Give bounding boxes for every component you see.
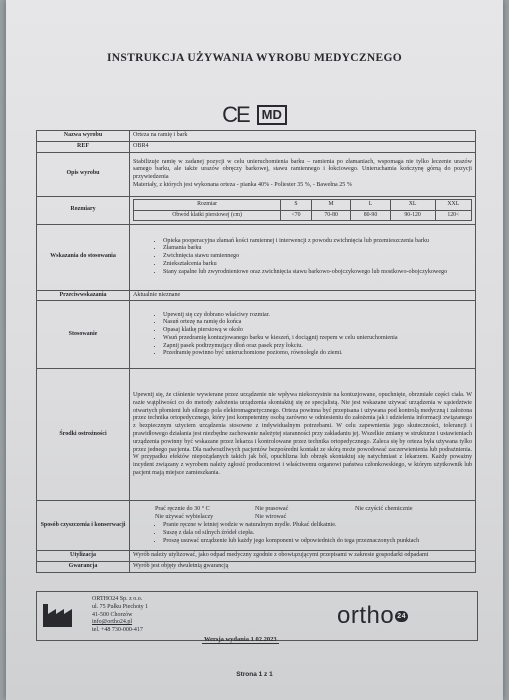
- precautions-label: Środki ostrożności: [37, 369, 130, 501]
- product-info-table: [36, 130, 476, 573]
- cleaning-grid-cell: Nie prasować: [255, 506, 289, 513]
- md-mark: MD: [257, 105, 287, 125]
- disposal-value: Wyrób należy utylizować, jako odpad medyczny zgodnie z obowiązującymi przepisami w zakresie gospodarki odpadami: [130, 551, 476, 562]
- contraindications-label: Przeciwwskazania: [37, 290, 130, 301]
- contraindications-value: Aktualnie nieznane: [130, 290, 476, 301]
- version-label: Wersja wydania 1 02.2023: [204, 636, 277, 643]
- size-value-cell: 90-120: [390, 210, 435, 220]
- row-contraindications: [37, 290, 476, 301]
- document-title: INSTRUKCJA UŻYWANIA WYROBU MEDYCZNEGO: [107, 52, 402, 64]
- list-item: • Proszę usuwać urządzenie lub każdy jego komponent w odpowiednich do tega przeznaczonych punktach: [163, 538, 472, 546]
- size-row-label: Obwód klatki piersiowej (cm): [134, 210, 281, 220]
- logo-badge: 24: [397, 612, 406, 620]
- materials-text: Materiały, z których jest wykonana orteza - pianka 40% - Poliester 35 %, - Bawełna 25 %: [133, 181, 352, 188]
- cleaning-grid-cell: [355, 514, 472, 522]
- list-item: • Nasuń ortezę na ramię do końca: [163, 319, 472, 327]
- row-precautions: [37, 369, 476, 501]
- list-item: • Stany zapalne lub zwyrodnieniowe oraz zwichnięcia stawu barkowo-obojczykowego lub mostkowo-obojczykowego: [163, 269, 472, 277]
- size-values-row: [134, 210, 472, 220]
- list-item: • Zwichnięcia stawu ramiennego: [163, 253, 472, 261]
- cleaning-grid-cell: Nie czyścić chemicznie: [355, 506, 413, 513]
- manufacturer-phone: tel. +48 730-000-417: [92, 627, 143, 634]
- page-number: Strona 1 z 1: [236, 671, 273, 678]
- certification-marks: [6, 104, 503, 126]
- row-sizes: [37, 196, 476, 224]
- list-item: • Suszę z dala od silnych źródeł ciepła.: [163, 530, 472, 538]
- manufacturer-email[interactable]: info@ortho24.pl: [92, 619, 133, 626]
- row-warranty: [37, 562, 476, 573]
- size-header-cell: Rozmiar: [134, 200, 281, 210]
- disposal-label: Utylizacja: [37, 551, 130, 562]
- ortho24-logo: [337, 602, 408, 630]
- ref-value: OBR4: [130, 141, 476, 152]
- size-header-cell: M: [311, 200, 350, 210]
- size-header-cell: L: [351, 200, 390, 210]
- ce-mark: CE: [222, 102, 249, 127]
- precautions-value: Upewnij się, że ciśnienie wywierane przez urządzenie nie wpływa niekorzystnie na kontuzjowane, opuchnięte, obrzmiałe części ciała. W razie wątpliwości co do metody założenia urządzenia skontaktuj się ze specjalistą. Nie jest wskazane używać urządzenia w sąsiedztwie otwartych płomieni lub silnego pola elektromagnetycznego. Orteza powinna być przepisana i używana pod kontrolą medyczną i założona przez technika ortopedycznego, który jest kompetentny osobą zarówno w odniesieniu do założenia jak i udzielenia informacji związanego z bezpiecznym użyciem urządzenia stosowne z indywidualnym potrzebami. W celu zapewnienia jego skuteczności, tolerancji i prawidłowego działania jest niezbędne zachowanie należytej staranności przy zakładaniu jej. Wszelkie zmiany w strukturze i ustawieniach urządzenia powinny być wskazane przez lekarza i kontrolowane przez technika ortopedycznego. Zaleca się by orteza była używana tylko przez jednego pacjenta. Dla nadwrażliwych pacjentów bezpośredni kontakt ze skórą może powodować zaczerwienienia lub podrażnienia. W przypadku efektów niepożądanych takich jak ból, opuchlizna lub obrzęk skontaktuj się natychmiast z lekarzem. Każdy poważny incydent związany z wyrobem należy zgłosić producentowi i właściwemu organowi państwa członkowskiego, w którym użytkownik lub pacjent mają miejsce zamieszkania.: [130, 369, 476, 501]
- cleaning-grid-cell: Nie wirować: [255, 514, 287, 521]
- list-item: • Opasaj klatkę piersiową w około: [163, 327, 472, 335]
- cleaning-grid: [133, 506, 472, 522]
- size-header-cell: S: [281, 200, 312, 210]
- manufacturer-street: ul. 75 Pułku Piechoty 1: [92, 603, 149, 610]
- row-ref: [37, 141, 476, 152]
- product-name-value: Orteza na ramię i bark: [130, 131, 476, 142]
- list-item: • Przedramię powinno być unieruchomione poziomo, równolegle do ziemi.: [163, 350, 472, 358]
- indications-label: Wskazania do stosowania: [37, 224, 130, 290]
- warranty-value: Wyrób jest objęty dwuletnią gwarancją: [130, 562, 476, 573]
- warranty-label: Gwarancja: [37, 562, 130, 573]
- manufacturer-name: ORTHO24 Sp. z o.o.: [92, 596, 143, 602]
- list-item: • Opieka pooperacyjna złamań kości ramiennej i interwencji z powodu zwichnięcia lub przemieszczenia barku: [163, 238, 472, 246]
- cleaning-grid-cell: Prać ręcznie do 30 ° C: [155, 506, 210, 513]
- manufacturer-address: [92, 596, 148, 635]
- manufacturer-box: [36, 591, 478, 641]
- logo-text: ortho: [337, 602, 395, 629]
- ref-label: REF: [37, 141, 130, 152]
- list-item: • Zapnij pasek podtrzymujący dłoń oraz pasek przy łokciu.: [163, 343, 472, 351]
- description-value: [130, 152, 476, 196]
- description-text: Stabilizuje ramię w zadanej pozycji w celu unieruchomienia barku – ramienia po złamaniach, wspomaga nie tylko leczenie urazów samego barku, ale także urazów obręczy barkowej, stawu ramiennego i łokciowego. Unieruchamia kończynę górną do pozycji przywiedzenia: [133, 158, 472, 181]
- manufacturer-icon: [41, 600, 77, 628]
- size-value-cell: 70-80: [311, 210, 350, 220]
- sizes-value: [130, 196, 476, 224]
- cleaning-label: Sposób czyszczenia i konserwacji: [37, 501, 130, 551]
- manufacturer-city: 41-500 Chorzów: [92, 611, 133, 618]
- sizes-label: Rozmiary: [37, 196, 130, 224]
- usage-list: [133, 312, 472, 359]
- usage-value: [130, 301, 476, 369]
- indications-value: [130, 224, 476, 290]
- size-header-cell: XL: [390, 200, 435, 210]
- size-value-cell: 120<: [435, 210, 471, 220]
- indications-list: [133, 238, 472, 277]
- list-item: • Złamania barku: [163, 245, 472, 253]
- size-table: [133, 199, 472, 221]
- usage-label: Stosowanie: [37, 301, 130, 369]
- list-item: • Pranie ręczne w letniej wodzie w naturalnym mydle. Płukać delikatnie.: [163, 522, 472, 530]
- document-sheet: [6, 0, 503, 700]
- cleaning-list: [133, 522, 472, 545]
- row-cleaning: [37, 501, 476, 551]
- row-disposal: [37, 551, 476, 562]
- row-product-name: [37, 131, 476, 142]
- cleaning-grid-cell: Nie używać wybielaczy: [155, 514, 214, 521]
- row-description: [37, 152, 476, 196]
- row-usage: [37, 301, 476, 369]
- size-value-cell: 80-90: [351, 210, 390, 220]
- cleaning-value: [130, 501, 476, 551]
- size-value-cell: <70: [281, 210, 312, 220]
- row-indications: [37, 224, 476, 290]
- list-item: • Zniekształcenia barku: [163, 261, 472, 269]
- list-item: • Upewnij się czy dobrano właściwy rozmiar.: [163, 312, 472, 320]
- description-label: Opis wyrobu: [37, 152, 130, 196]
- product-name-label: Nazwa wyrobu: [37, 131, 130, 142]
- size-header-row: [134, 200, 472, 210]
- list-item: • Wsuń przedramię kontuzjowanego barku w kieszeń, i dociągnij rzepem w celu unieruchomienia: [163, 335, 472, 343]
- size-header-cell: XXL: [435, 200, 471, 210]
